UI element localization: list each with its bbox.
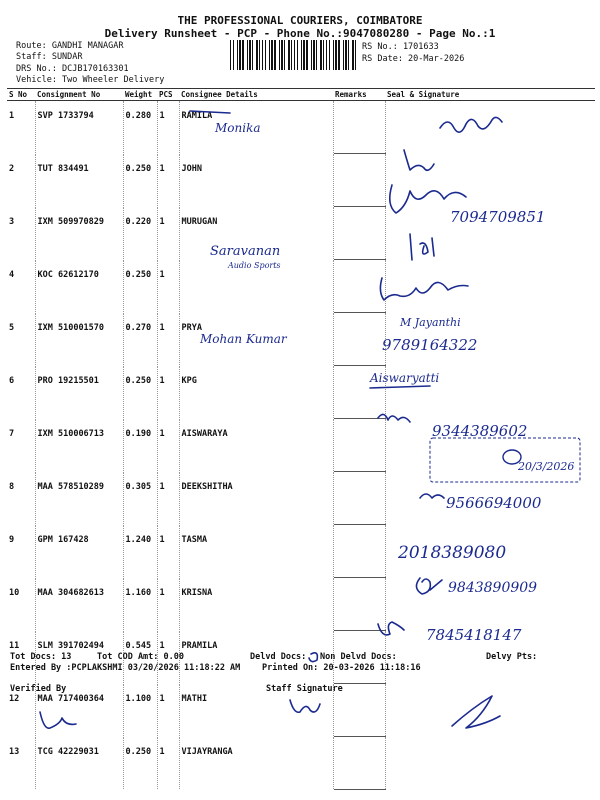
row5-signature <box>380 278 468 300</box>
non-delivered-docs: Non Delvd Docs: <box>320 652 397 662</box>
cell-sno: 7 <box>7 419 35 472</box>
row13-phone: 7845418147 <box>426 626 522 644</box>
row12-signature <box>416 578 442 594</box>
cell-sno: 5 <box>7 313 35 366</box>
drs-number: DRS No.: DCJB170163301 <box>16 64 129 74</box>
cell-consignment: IXM 509970829 <box>35 207 123 260</box>
row4-handwritten-sub: Audio Sports <box>228 261 281 270</box>
cell-weight: 0.305 <box>123 472 157 525</box>
cell-weight: 0.250 <box>123 154 157 207</box>
cell-sno: 4 <box>7 260 35 313</box>
row1-strike <box>190 111 230 113</box>
row7-signature-text: Aiswaryatti <box>370 371 440 385</box>
cell-pcs: 1 <box>157 313 179 366</box>
cell-pcs: 1 <box>157 525 179 578</box>
cell-consignee: PRAMILA <box>179 631 333 684</box>
cell-consignment: IXM 510006713 <box>35 419 123 472</box>
entered-by: Entered By :PCPLAKSHMI 03/20/2026 11:18:22 AM <box>10 663 241 673</box>
cell-pcs: 1 <box>157 684 179 737</box>
col-sno: S No <box>7 89 35 101</box>
cell-pcs: 1 <box>157 260 179 313</box>
cell-consignee: DEEKSHITHA <box>179 472 333 525</box>
cell-consignment: MAA 717400364 <box>35 684 123 737</box>
cell-pcs: 1 <box>157 472 179 525</box>
row12-phone: 9843890909 <box>448 580 538 596</box>
cell-pcs: 1 <box>157 737 179 790</box>
cell-weight: 0.190 <box>123 419 157 472</box>
delivered-docs: Delvd Docs: <box>250 652 307 662</box>
row4-handwritten-name: Saravanan <box>210 244 281 259</box>
cell-sno: 9 <box>7 525 35 578</box>
printed-on: Printed On: 20-03-2026 11:18:16 <box>262 663 421 673</box>
row10-signature <box>420 494 444 498</box>
cell-consignee: AISWARAYA <box>179 419 333 472</box>
row6-signature-text: M Jayanthi <box>400 316 461 329</box>
cell-consignee: KRISNA <box>179 578 333 631</box>
cell-sno: 12 <box>7 684 35 737</box>
cell-consignee: VIJAYRANGA <box>179 737 333 790</box>
col-consignment: Consignment No <box>35 89 123 101</box>
cell-consignment: SVP 1733794 <box>35 101 123 154</box>
cell-consignee: MURUGAN <box>179 207 333 260</box>
verified-signature <box>40 712 76 728</box>
col-pcs: PCS <box>157 89 179 101</box>
cell-sno: 10 <box>7 578 35 631</box>
cell-sno: 11 <box>7 631 35 684</box>
cell-weight: 0.250 <box>123 737 157 790</box>
row8-signature <box>378 414 410 422</box>
cell-weight: 1.160 <box>123 578 157 631</box>
row9-stamp <box>430 438 580 482</box>
cell-pcs: 1 <box>157 207 179 260</box>
cell-sno: 13 <box>7 737 35 790</box>
cell-consignment: TUT 834491 <box>35 154 123 207</box>
cell-weight: 0.250 <box>123 366 157 419</box>
col-remarks: Remarks <box>333 89 385 101</box>
row6-handwritten-name: Mohan Kumar <box>200 332 287 346</box>
cell-consignee: MATHI <box>179 684 333 737</box>
delivery-points: Delvy Pts: <box>486 652 538 662</box>
row1-signature <box>440 117 502 132</box>
cell-consignment: SLM 391702494 <box>35 631 123 684</box>
cell-consignee: JOHN <box>179 154 333 207</box>
row10-phone: 9566694000 <box>446 494 542 512</box>
total-cod: Tot COD Amt: 0.00 <box>97 652 184 662</box>
verified-by-label: Verified By <box>10 684 67 694</box>
row4-signature <box>410 234 434 260</box>
delvd-docs-mark <box>309 653 317 662</box>
row1-handwritten-name: Monika <box>215 121 261 135</box>
cell-weight: 0.280 <box>123 101 157 154</box>
staff-signature-label: Staff Signature <box>266 684 343 694</box>
col-seal-signature: Seal & Signature <box>385 89 595 101</box>
cell-consignee: RAMILA <box>179 101 333 154</box>
row9-stamp-date: 20/3/2026 <box>518 460 575 473</box>
row3-phone: 7094709851 <box>450 208 546 226</box>
rs-number: RS No.: 1701633 <box>362 42 439 52</box>
cell-sno: 3 <box>7 207 35 260</box>
cell-consignment: MAA 578510289 <box>35 472 123 525</box>
cell-consignment: GPM 167428 <box>35 525 123 578</box>
cell-weight: 1.100 <box>123 684 157 737</box>
row7-underline <box>370 386 430 388</box>
col-consignee: Consignee Details <box>179 89 333 101</box>
cell-consignment: TCG 42229031 <box>35 737 123 790</box>
cell-sno: 6 <box>7 366 35 419</box>
col-weight: Weight <box>123 89 157 101</box>
final-signature <box>452 696 500 728</box>
cell-sno: 8 <box>7 472 35 525</box>
cell-consignment: MAA 304682613 <box>35 578 123 631</box>
row8-phone: 9344389602 <box>432 422 528 440</box>
route-label: Route: GANDHI MANAGAR <box>16 41 124 51</box>
cell-sno: 1 <box>7 101 35 154</box>
cell-consignment: IXM 510001570 <box>35 313 123 366</box>
vehicle-label: Vehicle: Two Wheeler Delivery <box>16 75 165 85</box>
cell-pcs: 1 <box>157 366 179 419</box>
rs-date: RS Date: 20-Mar-2026 <box>362 54 465 64</box>
cell-consignee: KPG <box>179 366 333 419</box>
cell-consignee: PRYA <box>179 313 333 366</box>
cell-weight: 1.240 <box>123 525 157 578</box>
cell-weight: 0.545 <box>123 631 157 684</box>
cell-pcs: 1 <box>157 419 179 472</box>
cell-consignee: TASMA <box>179 525 333 578</box>
cell-pcs: 1 <box>157 578 179 631</box>
cell-weight: 0.220 <box>123 207 157 260</box>
cell-consignment: PRO 19215501 <box>35 366 123 419</box>
cell-weight: 0.250 <box>123 260 157 313</box>
cell-pcs: 1 <box>157 631 179 684</box>
total-docs: Tot Docs: 13 <box>10 652 72 662</box>
staff-label: Staff: SUNDAR <box>16 52 83 62</box>
staff-signature-mark <box>290 700 320 712</box>
cell-pcs: 1 <box>157 154 179 207</box>
cell-sno: 2 <box>7 154 35 207</box>
row13-signature <box>378 622 404 635</box>
cell-pcs: 1 <box>157 101 179 154</box>
cell-weight: 0.270 <box>123 313 157 366</box>
row11-number: 2018389080 <box>398 543 507 563</box>
row6-phone: 9789164322 <box>382 336 478 354</box>
cell-consignment: KOC 62612170 <box>35 260 123 313</box>
row2-signature <box>404 150 434 170</box>
company-title: THE PROFESSIONAL COURIERS, COIMBATORE <box>177 14 423 27</box>
runsheet-title: Delivery Runsheet - PCP - Phone No.:9047080280 - Page No.:1 <box>104 27 496 40</box>
